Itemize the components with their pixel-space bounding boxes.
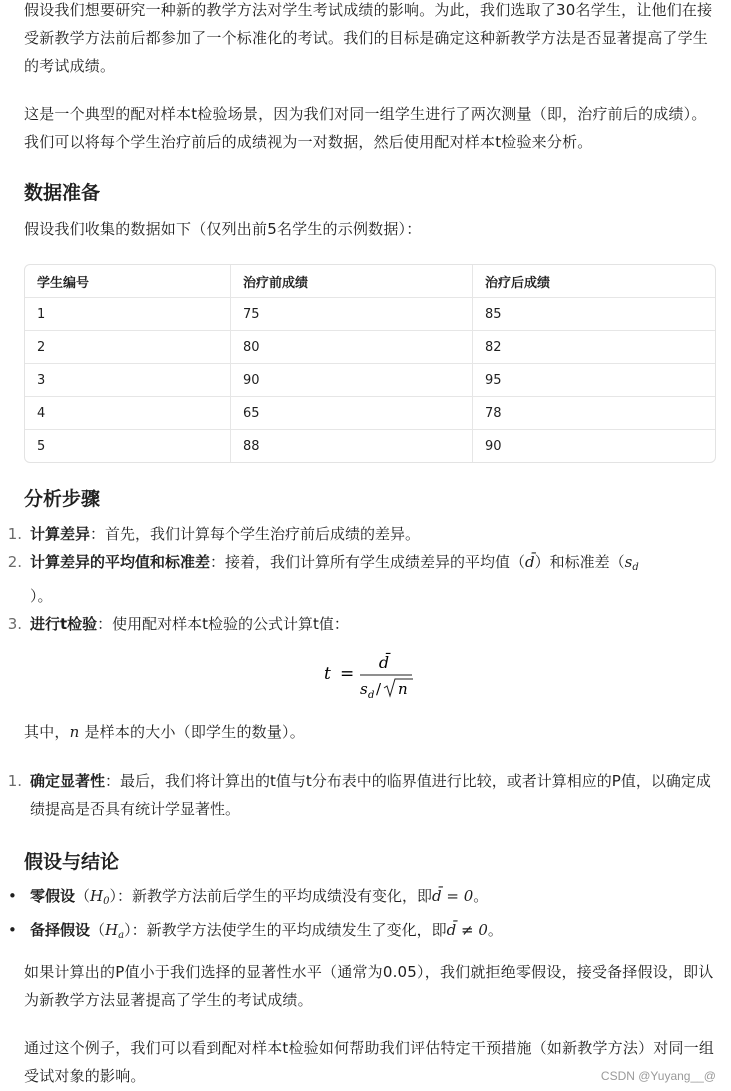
hyp-bold-label: 零假设 (30, 887, 76, 905)
conclusion-paragraph: 如果计算出的P值小于我们选择的显著性水平（通常为0.05），我们就拒绝零假设，接受备择假设，即认为新教学方法显著提高了学生的考试成绩。 (24, 963, 714, 1009)
header-student-id: 学生编号 (37, 275, 90, 291)
math-sd: $s_d$ (624, 553, 639, 573)
step-bold-label: 进行t检验 (30, 615, 98, 633)
cell-id: 1 (25, 298, 231, 331)
cell-after: 82 (473, 331, 716, 364)
steps-list-continued (2, 767, 714, 823)
list-item (2, 767, 714, 823)
math-dbar: d̄ (525, 553, 535, 571)
step-text: ：首先，我们计算每个学生治疗前后成绩的差异。 (90, 525, 421, 543)
math-h0: $H_0$ (90, 887, 110, 907)
formula-den-slash: / (376, 680, 382, 698)
score-table (24, 264, 716, 463)
hyp-bold-label: 备择假设 (30, 921, 91, 939)
table-row (25, 364, 715, 397)
data-section-title: 数据准备 (24, 182, 101, 204)
cell-after: 90 (473, 430, 716, 463)
formula-numerator: d̄ (378, 653, 390, 672)
formula-den-n: n (398, 680, 408, 698)
cell-before: 88 (231, 430, 473, 463)
where-paragraph: 其中，n 是样本的大小（即学生的数量）。 (24, 723, 305, 741)
formula-den-s: s (360, 680, 368, 698)
cell-before: 65 (231, 397, 473, 430)
hypothesis-section-title: 假设与结论 (24, 851, 120, 873)
cell-before: 90 (231, 364, 473, 397)
cell-after: 85 (473, 298, 716, 331)
table-row (25, 397, 715, 430)
cell-id: 5 (25, 430, 231, 463)
table-row (25, 298, 715, 331)
math-neq: d̄ ≠ 0 (446, 921, 488, 939)
formula-den-sub: d (368, 690, 375, 700)
step-text: ：使用配对样本t检验的公式计算t值： (97, 615, 349, 633)
formula-equals: = (340, 664, 355, 684)
cell-after: 78 (473, 397, 716, 430)
data-section-desc: 假设我们收集的数据如下（仅列出前5名学生的示例数据）： (24, 220, 422, 238)
list-number: 1. (7, 772, 22, 790)
math-eq: d̄ = 0 (432, 887, 474, 905)
step-bold-label: 计算差异的平均值和标准差 (30, 553, 211, 571)
list-item: • 零假设$(H_0)$：新教学方法前后学生的平均成绩没有变化，即d̄ = 0。 (8, 882, 714, 916)
header-before: 治疗前成绩 (231, 265, 473, 298)
intro-paragraph: 假设我们想要研究一种新的教学方法对学生考试成绩的影响。为此，我们选取了30名学生，让他们在接受新教学方法前后都参加了一个标准化的考试。我们的目标是确定这种新教学方法是否显著提高了学生的考试成绩。 (24, 1, 713, 75)
list-item: • 备择假设$(H_a)$：新教学方法使学生的平均成绩发生了变化，即d̄ ≠ 0。 (8, 916, 714, 950)
cell-after: 95 (473, 364, 716, 397)
step-text: ）。 (30, 587, 53, 605)
step-text: ：接着，我们计算所有学生成绩差异的平均值（ (210, 553, 526, 571)
hypothesis-list (8, 882, 714, 950)
table-row (25, 331, 715, 364)
table-row (25, 430, 715, 463)
t-test-formula (324, 648, 444, 700)
cell-before: 80 (231, 331, 473, 364)
cell-id: 2 (25, 331, 231, 364)
scenario-paragraph: 这是一个典型的配对样本t检验场景，因为我们对同一组学生进行了两次测量（即，治疗前后的成绩）。我们可以将每个学生治疗前后的成绩视为一对数据，然后使用配对样本t检验来分析。 (24, 105, 707, 151)
bullet: • (8, 921, 17, 939)
watermark: CSDN @Yuyang__@ (600, 1069, 716, 1083)
math-ha: $H_a$ (105, 921, 125, 941)
table-header-row (25, 265, 715, 298)
step-bold-label: 计算差异 (30, 525, 91, 543)
list-item (2, 610, 714, 638)
list-number: 3. (7, 615, 22, 633)
math-n: n (69, 723, 80, 741)
list-number: 1. (7, 525, 22, 543)
list-item (2, 548, 714, 610)
bullet: • (8, 887, 17, 905)
closing-paragraph: 通过这个例子，我们可以看到配对样本t检验如何帮助我们评估特定干预措施（如新教学方法）对同一组受试对象的影响。 (24, 1039, 715, 1085)
header-after: 治疗后成绩 (473, 265, 716, 298)
formula-lhs: t (324, 664, 331, 684)
steps-list (2, 520, 714, 638)
step-text: ）和标准差（ (534, 553, 625, 571)
cell-id: 3 (25, 364, 231, 397)
steps-section-title: 分析步骤 (24, 488, 101, 510)
cell-id: 4 (25, 397, 231, 430)
list-item (2, 520, 714, 548)
cell-before: 75 (231, 298, 473, 331)
step-text: ：最后，我们将计算出的t值与t分布表中的临界值进行比较，或者计算相应的P值，以确定成绩提高是否具有统计学显著性。 (30, 772, 711, 818)
list-number: 2. (7, 553, 22, 571)
step-bold-label: 确定显著性 (30, 772, 106, 790)
